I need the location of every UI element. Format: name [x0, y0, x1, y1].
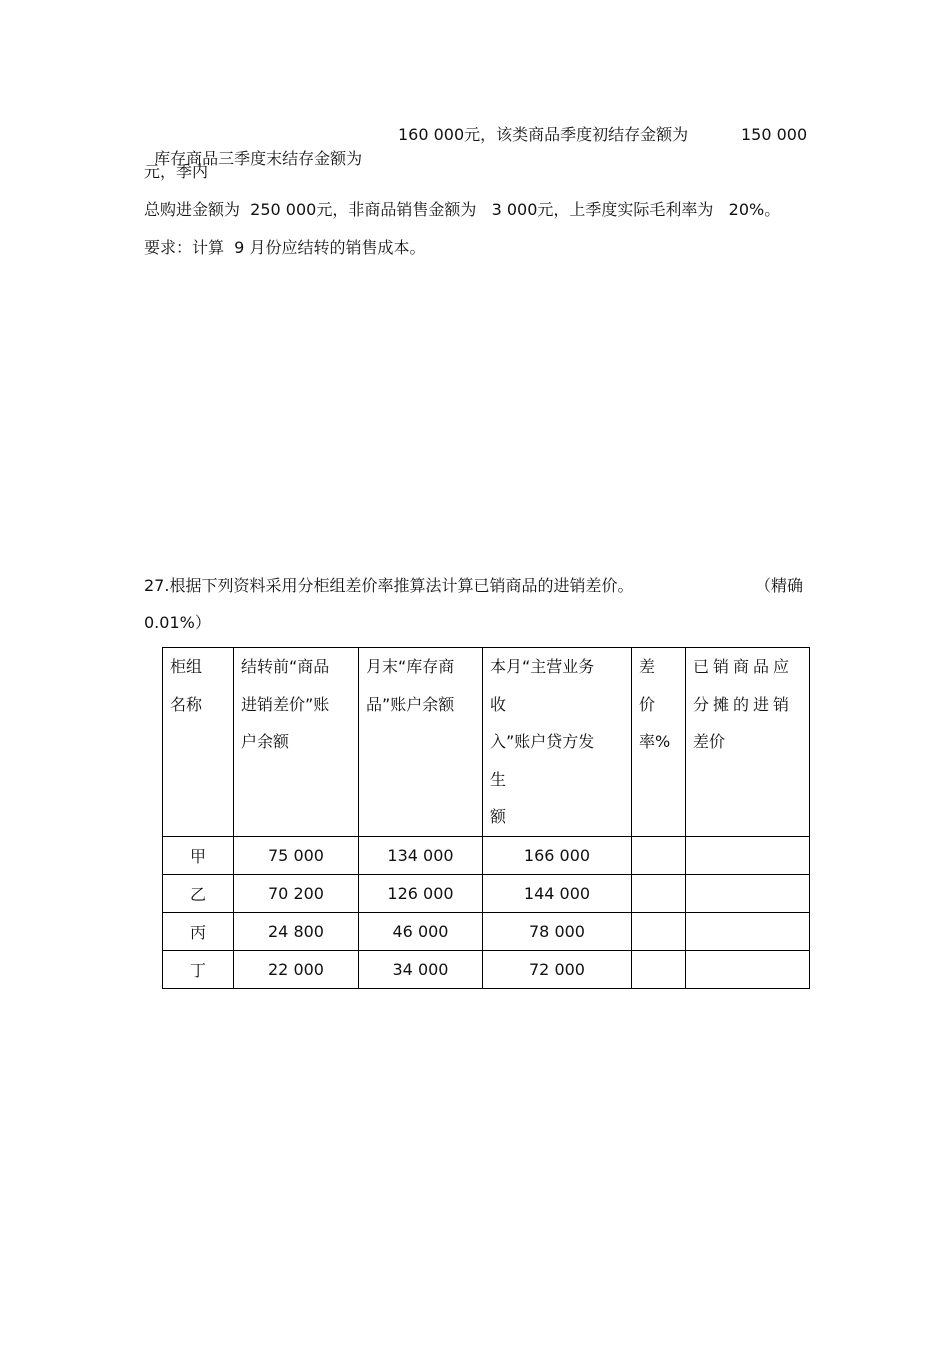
header-line: 本月“主营业务: [490, 657, 595, 676]
header-line: 差价: [693, 732, 726, 751]
cell-share: [686, 950, 810, 988]
header-line: 生: [490, 769, 507, 789]
cell-balance: 24 800: [234, 912, 359, 950]
header-line: 月末“库存商: [366, 657, 455, 676]
question-note-b: 0.01%）: [144, 613, 211, 632]
header-rate: [632, 648, 686, 837]
header-line: 柜组: [170, 657, 203, 676]
cell-revenue: 144 000: [483, 874, 632, 912]
table-row: [163, 874, 810, 912]
cell-revenue: 166 000: [483, 836, 632, 874]
cell-rate: [632, 874, 686, 912]
header-line: 名称: [170, 694, 203, 714]
header-share: [686, 648, 810, 837]
intro-line-3: 总购进金额为 250 000元，非商品销售金额为 3 000元，上季度实际毛利率为 20%。: [144, 200, 781, 219]
data-table: [162, 647, 810, 989]
table-row: [163, 836, 810, 874]
header-line: 价: [639, 694, 656, 714]
cell-rate: [632, 836, 686, 874]
question-text: 27.根据下列资料采用分柜组差价率推算法计算已销商品的进销差价。: [144, 576, 634, 595]
cell-inventory: 134 000: [359, 836, 483, 874]
cell-balance: 70 200: [234, 874, 359, 912]
header-line: 入”账户贷方发: [490, 732, 595, 751]
cell-share: [686, 912, 810, 950]
header-line: 结转前“商品: [241, 657, 330, 676]
header-balance: [234, 648, 359, 837]
cell-group-name: 丙: [163, 912, 234, 950]
header-inventory: [359, 648, 483, 837]
cell-revenue: 78 000: [483, 912, 632, 950]
cell-share: [686, 836, 810, 874]
header-revenue: [483, 648, 632, 837]
cell-rate: [632, 912, 686, 950]
cell-group-name: 丁: [163, 950, 234, 988]
header-group-name: [163, 648, 234, 837]
table-row: [163, 912, 810, 950]
header-line: 收: [490, 694, 507, 714]
header-line: 差: [639, 657, 656, 676]
intro-line-1b: 160 000元，该类商品季度初结存金额为: [398, 125, 689, 144]
cell-share: [686, 874, 810, 912]
table-header-row: [163, 648, 810, 837]
header-line: 已销商品应: [693, 657, 794, 676]
intro-line-1c: 150 000: [741, 125, 808, 144]
cell-balance: 75 000: [234, 836, 359, 874]
header-line: 额: [490, 807, 507, 826]
intro-line-1a: 库存商品三季度末结存金额为: [154, 149, 363, 168]
cell-revenue: 72 000: [483, 950, 632, 988]
question-note-a: （精确: [755, 576, 804, 595]
cell-inventory: 34 000: [359, 950, 483, 988]
table-row: [163, 950, 810, 988]
header-line: 品”账户余额: [366, 694, 455, 714]
cell-group-name: 甲: [163, 836, 234, 874]
cell-inventory: 126 000: [359, 874, 483, 912]
cell-balance: 22 000: [234, 950, 359, 988]
intro-line-2: 元，季内: [144, 162, 209, 181]
header-line: 率%: [639, 732, 671, 751]
intro-line-4: 要求：计算 9 月份应结转的销售成本。: [144, 238, 426, 257]
cell-group-name: 乙: [163, 874, 234, 912]
header-line: 进销差价”账: [241, 694, 330, 714]
cell-rate: [632, 950, 686, 988]
cell-inventory: 46 000: [359, 912, 483, 950]
header-line: 分摊的进销: [693, 694, 794, 714]
header-line: 户余额: [241, 732, 290, 751]
